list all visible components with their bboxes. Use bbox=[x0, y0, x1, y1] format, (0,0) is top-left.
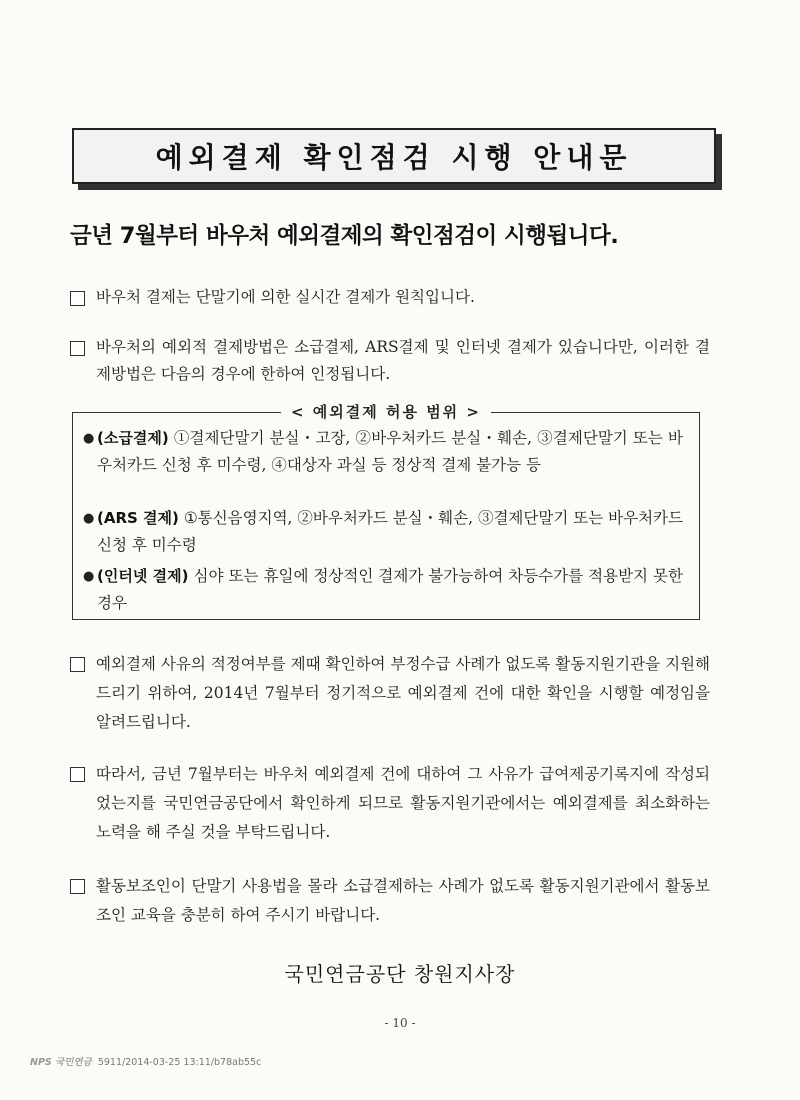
bullet-text bbox=[97, 425, 683, 479]
bullet-body: 심야 또는 휴일에 정상적인 결제가 불가능하여 차등수가를 적용받지 못한 경우 bbox=[97, 567, 684, 612]
bullet-body: ①결제단말기 분실・고장, ②바우처카드 분실・훼손, ③결제단말기 또는 바우처카드 신청 후 미수령, ④대상자 과실 등 정상적 결제 불가능 등 bbox=[97, 429, 683, 474]
item-text: 예외결제 사유의 적정여부를 제때 확인하여 부정수급 사례가 없도록 활동지원기관을 지원해 드리기 위하여, 2014년 7월부터 정기적으로 예외결제 건에 대한 확인을 시행할 예정임을 알려드립니다. bbox=[96, 655, 710, 731]
headline: 금년 7월부터 바우처 예외결제의 확인점검이 시행됩니다. bbox=[70, 223, 619, 249]
title-box bbox=[72, 128, 716, 184]
footer-stamp: 5911/2014-03-25 13:11/b78ab55c bbox=[97, 1057, 262, 1068]
list-item bbox=[70, 284, 710, 311]
range-title: < 예외결제 허용 범위 > bbox=[281, 403, 491, 421]
signature: 국민연금공단 창원지사장 bbox=[284, 962, 516, 986]
bullet-label: (인터넷 결제) bbox=[97, 567, 189, 585]
item-text: 따라서, 금년 7월부터는 바우처 예외결제 건에 대하여 그 사유가 급여제공기록지에 작성되었는지를 국민연금공단에서 확인하게 되므로 활동지원기관에서는 예외결제를 최소화하는 노력을 해 주실 것을 부탁드립니다. bbox=[96, 765, 710, 841]
checkbox-square-icon bbox=[70, 291, 85, 306]
bullet-text bbox=[97, 563, 683, 617]
item-text: 바우처 결제는 단말기에 의한 실시간 결제가 원칙입니다. bbox=[96, 288, 475, 306]
list-item bbox=[70, 334, 710, 388]
bullet-body: ①통신음영지역, ②바우처카드 분실・훼손, ③결제단말기 또는 바우처카드 신청 후 미수령 bbox=[97, 509, 683, 554]
footer bbox=[30, 1054, 261, 1068]
list-item bbox=[70, 650, 710, 737]
checkbox-square-icon bbox=[70, 341, 85, 356]
range-title-wrap bbox=[73, 401, 699, 422]
item-text: 바우처의 예외적 결제방법은 소급결제, ARS결제 및 인터넷 결제가 있습니다만, 이러한 결제방법은 다음의 경우에 한하여 인정됩니다. bbox=[96, 338, 710, 383]
nps-logo: NPS 국민연금 bbox=[30, 1057, 92, 1068]
list-item bbox=[70, 872, 710, 930]
checkbox-square-icon bbox=[70, 879, 85, 894]
item-text: 활동보조인이 단말기 사용법을 몰라 소급결제하는 사례가 없도록 활동지원기관에서 활동보조인 교육을 충분히 하여 주시기 바랍니다. bbox=[96, 877, 710, 924]
document-title: 예외결제 확인점검 시행 안내문 bbox=[155, 141, 633, 174]
bullet-label: (소급결제) bbox=[97, 429, 169, 447]
bullet-label: (ARS 결제) bbox=[97, 509, 179, 527]
range-bullet bbox=[83, 505, 683, 559]
list-item bbox=[70, 760, 710, 847]
bullet-text bbox=[97, 505, 683, 559]
bullet-dot-icon: ● bbox=[83, 569, 95, 584]
bullet-dot-icon: ● bbox=[83, 431, 95, 446]
bullet-dot-icon: ● bbox=[83, 511, 95, 526]
range-bullet bbox=[83, 425, 683, 479]
checkbox-square-icon bbox=[70, 657, 85, 672]
page-number: - 10 - bbox=[384, 1016, 416, 1030]
range-bullet bbox=[83, 563, 683, 617]
checkbox-square-icon bbox=[70, 767, 85, 782]
exception-range-box bbox=[72, 403, 700, 620]
